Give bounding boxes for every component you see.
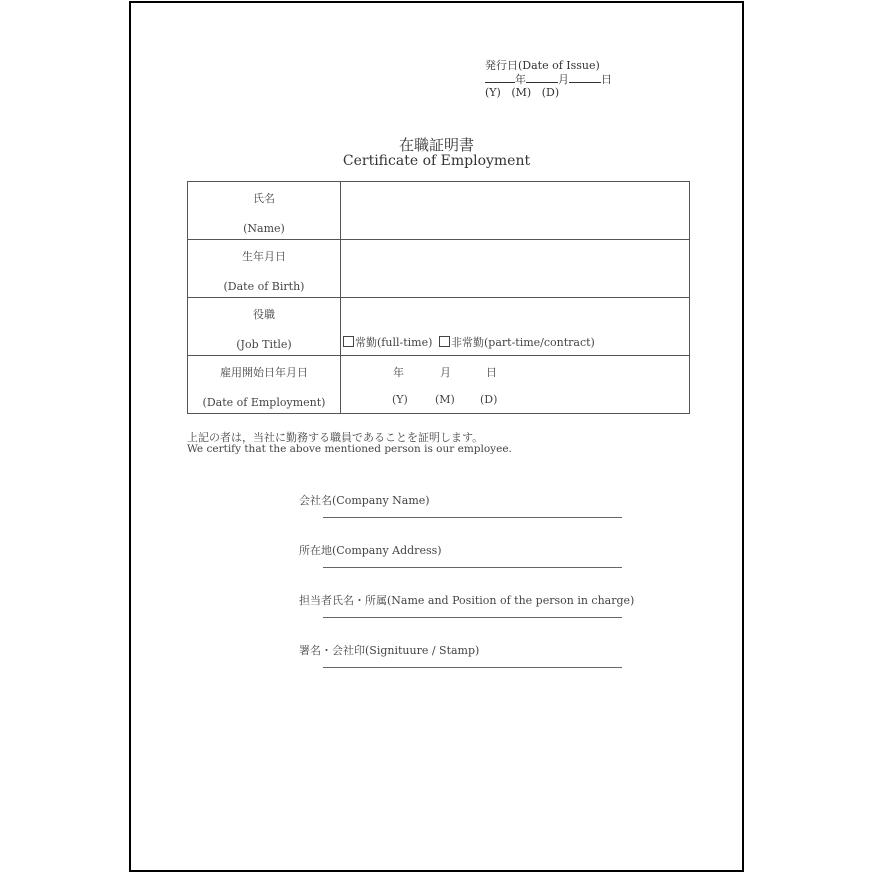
employment-day: 日 bbox=[486, 366, 497, 379]
fulltime-option[interactable] bbox=[343, 334, 432, 350]
signature-line[interactable] bbox=[323, 667, 622, 668]
employment-month: 月 bbox=[440, 366, 451, 379]
employment-value-cell[interactable] bbox=[341, 356, 690, 414]
table-row-name bbox=[188, 182, 690, 240]
employment-label-en: (Date of Employment) bbox=[202, 396, 326, 409]
document-page bbox=[129, 1, 744, 872]
company-name-line[interactable] bbox=[323, 517, 622, 518]
statement-japanese: 上記の者は，当社に勤務する職員であることを証明します。 bbox=[187, 431, 484, 444]
birth-label-cell bbox=[188, 240, 341, 298]
issue-date-en bbox=[485, 86, 612, 99]
issue-y-en: (Y) bbox=[485, 86, 501, 99]
employment-d-en: (D) bbox=[480, 393, 498, 406]
person-in-charge-label: 担当者氏名・所属(Name and Position of the person in charge) bbox=[299, 594, 635, 607]
birth-value-cell[interactable] bbox=[341, 240, 690, 298]
issue-date-label: 発行日(Date of Issue) bbox=[485, 59, 600, 72]
name-label-en: (Name) bbox=[243, 222, 285, 235]
day-blank bbox=[569, 72, 601, 83]
parttime-checkbox[interactable] bbox=[439, 336, 450, 347]
name-label-cell bbox=[188, 182, 341, 240]
table-row-employment bbox=[188, 356, 690, 414]
table-row-birth bbox=[188, 240, 690, 298]
statement-english: We certify that the above mentioned person is our employee. bbox=[187, 443, 512, 455]
fulltime-label: 常勤(full-time) bbox=[355, 336, 433, 349]
issue-date-block bbox=[485, 59, 612, 99]
employment-label-ja: 雇用開始日年月日 bbox=[220, 366, 308, 379]
issue-year-label: 年 bbox=[515, 73, 526, 86]
parttime-option[interactable] bbox=[439, 334, 595, 350]
birth-label-ja: 生年月日 bbox=[242, 250, 286, 263]
issue-month-label: 月 bbox=[558, 73, 569, 86]
employment-table bbox=[187, 181, 690, 414]
job-label-ja: 役職 bbox=[253, 308, 275, 321]
issue-m-en: (M) bbox=[511, 86, 532, 99]
company-address-line[interactable] bbox=[323, 567, 622, 568]
year-blank bbox=[485, 72, 515, 83]
person-in-charge-line[interactable] bbox=[323, 617, 622, 618]
title-english: Certificate of Employment bbox=[342, 153, 531, 169]
employment-year: 年 bbox=[393, 366, 404, 379]
job-label-en: (Job Title) bbox=[236, 338, 292, 351]
parttime-label: 非常勤(part-time/contract) bbox=[451, 336, 595, 349]
name-label-ja: 氏名 bbox=[253, 192, 275, 205]
job-value-cell bbox=[341, 298, 690, 356]
employment-y-en: (Y) bbox=[392, 393, 408, 406]
job-label-cell bbox=[188, 298, 341, 356]
name-value-cell[interactable] bbox=[341, 182, 690, 240]
employment-label-cell bbox=[188, 356, 341, 414]
month-blank bbox=[526, 72, 558, 83]
company-address-label: 所在地(Company Address) bbox=[299, 544, 442, 557]
birth-label-en: (Date of Birth) bbox=[223, 280, 305, 293]
issue-date-line bbox=[485, 72, 612, 86]
title-japanese: 在職証明書 bbox=[398, 136, 474, 154]
issue-d-en: (D) bbox=[541, 86, 560, 99]
employment-m-en: (M) bbox=[435, 393, 455, 406]
signature-label: 署名・会社印(Signituure / Stamp) bbox=[299, 644, 480, 657]
company-name-label: 会社名(Company Name) bbox=[299, 494, 430, 507]
fulltime-checkbox[interactable] bbox=[343, 336, 354, 347]
table-row-job bbox=[188, 298, 690, 356]
issue-day-label: 日 bbox=[601, 73, 612, 86]
